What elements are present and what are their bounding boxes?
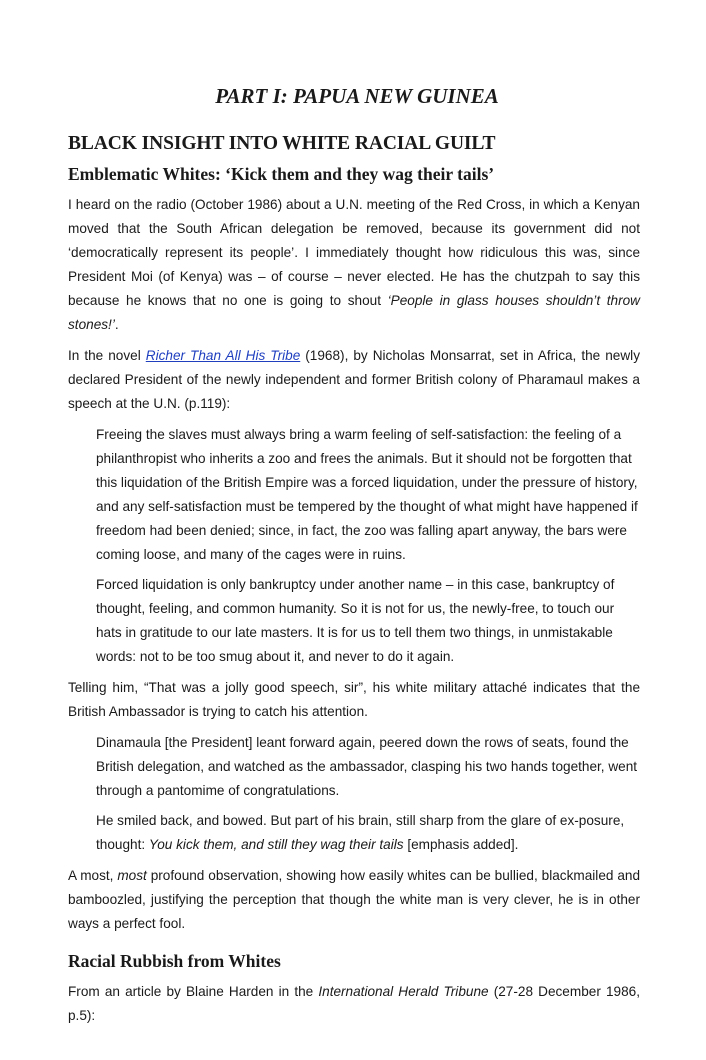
paragraph-article-before: From an article by Blaine Harden in the bbox=[68, 984, 319, 999]
quote-speech-paragraph: Freeing the slaves must always bring a warm feeling of self-satisfaction: the feeling of a philanthropist who inherits a zoo and frees the animals. But it should not be forgotten that this liquidation of the British Empire was a forced liquidation, under the pressure of history, and any self-satisfaction must be tempered by the thought of what might have happened if freedom had been denied; since, in fact, the zoo was falling apart anyway, the bars were coming loose, and many of the cages were in ruins. bbox=[96, 427, 638, 562]
paragraph-observation-before: A most, bbox=[68, 868, 118, 883]
paragraph-observation-after: profound observation, showing how easily whites can be bullied, blackmailed and bamboozled, justifying the perception that though the white man is very clever, he is in other ways a perfect fool. bbox=[68, 868, 641, 931]
quote-speech-paragraph: Forced liquidation is only bankruptcy under another name – in this case, bankruptcy of thought, feeling, and common humanity. So it is not for us, the newly-free, to touch our hats in gratitude to our late masters. It is for us to tell them two things, in unmistakable words: not to be too smug about it, and never to do it again. bbox=[96, 577, 615, 664]
quote-dinamaula-emphasis: You kick them, and still they wag their tails bbox=[148, 837, 404, 852]
quote-dinamaula-after: [emphasis added]. bbox=[403, 837, 519, 852]
block-quote-speech bbox=[68, 423, 640, 669]
paragraph-radio-end: . bbox=[114, 317, 119, 332]
paragraph-observation-emphasis: most bbox=[117, 868, 147, 883]
block-quote-dinamaula bbox=[68, 731, 640, 857]
paragraph-article-after: (27-28 December 1986, p.5): bbox=[68, 984, 640, 1023]
subheading-racial-rubbish: Racial Rubbish from Whites bbox=[68, 951, 281, 971]
quote-dinamaula-paragraph bbox=[96, 809, 640, 857]
part-title: PART I: PAPUA NEW GUINEA bbox=[215, 84, 499, 108]
paragraph-radio-quote: ‘People in glass houses shouldn’t throw stones!’ bbox=[68, 293, 640, 332]
paragraph-novel bbox=[68, 344, 640, 416]
paragraph-novel-before: In the novel bbox=[68, 348, 146, 363]
paragraph-article bbox=[68, 980, 640, 1028]
quote-dinamaula-before: He smiled back, and bowed. But part of his brain, still sharp from the glare of ex-posure, thought: bbox=[96, 813, 625, 852]
paragraph-observation bbox=[68, 864, 640, 936]
novel-title-link[interactable]: Richer Than All His Tribe bbox=[145, 348, 301, 363]
paragraph-attache: Telling him, “That was a jolly good speech, sir”, his white military attaché indicates that the British Ambassador is trying to catch his attention. bbox=[68, 680, 640, 719]
paragraph-radio-text: I heard on the radio (October 1986) about a U.N. meeting of the Red Cross, in which a Kenyan moved that the South African delegation be removed, because its government did not ‘democratically represent its people’. I immediately thought how ridiculous this was, since President Moi (of Kenya) was – of course – never elected. He has the chutzpah to say this because he knows that no one is going to shout bbox=[68, 197, 640, 308]
subheading-emblematic-whites: Emblematic Whites: ‘Kick them and they wag their tails’ bbox=[68, 164, 495, 184]
section-title: BLACK INSIGHT INTO WHITE RACIAL GUILT bbox=[68, 133, 496, 154]
newspaper-title: International Herald Tribune bbox=[318, 984, 489, 999]
quote-dinamaula-paragraph: Dinamaula [the President] leant forward again, peered down the rows of seats, found the British delegation, and watched as the ambassador, clasping his two hands together, went through a pantomime of congratulations. bbox=[96, 735, 638, 798]
paragraph-radio bbox=[68, 193, 640, 337]
paragraph-novel-after: (1968), by Nicholas Monsarrat, set in Africa, the newly declared President of the newly independent and former British colony of Pharamaul makes a speech at the U.N. (p.119): bbox=[68, 348, 640, 411]
